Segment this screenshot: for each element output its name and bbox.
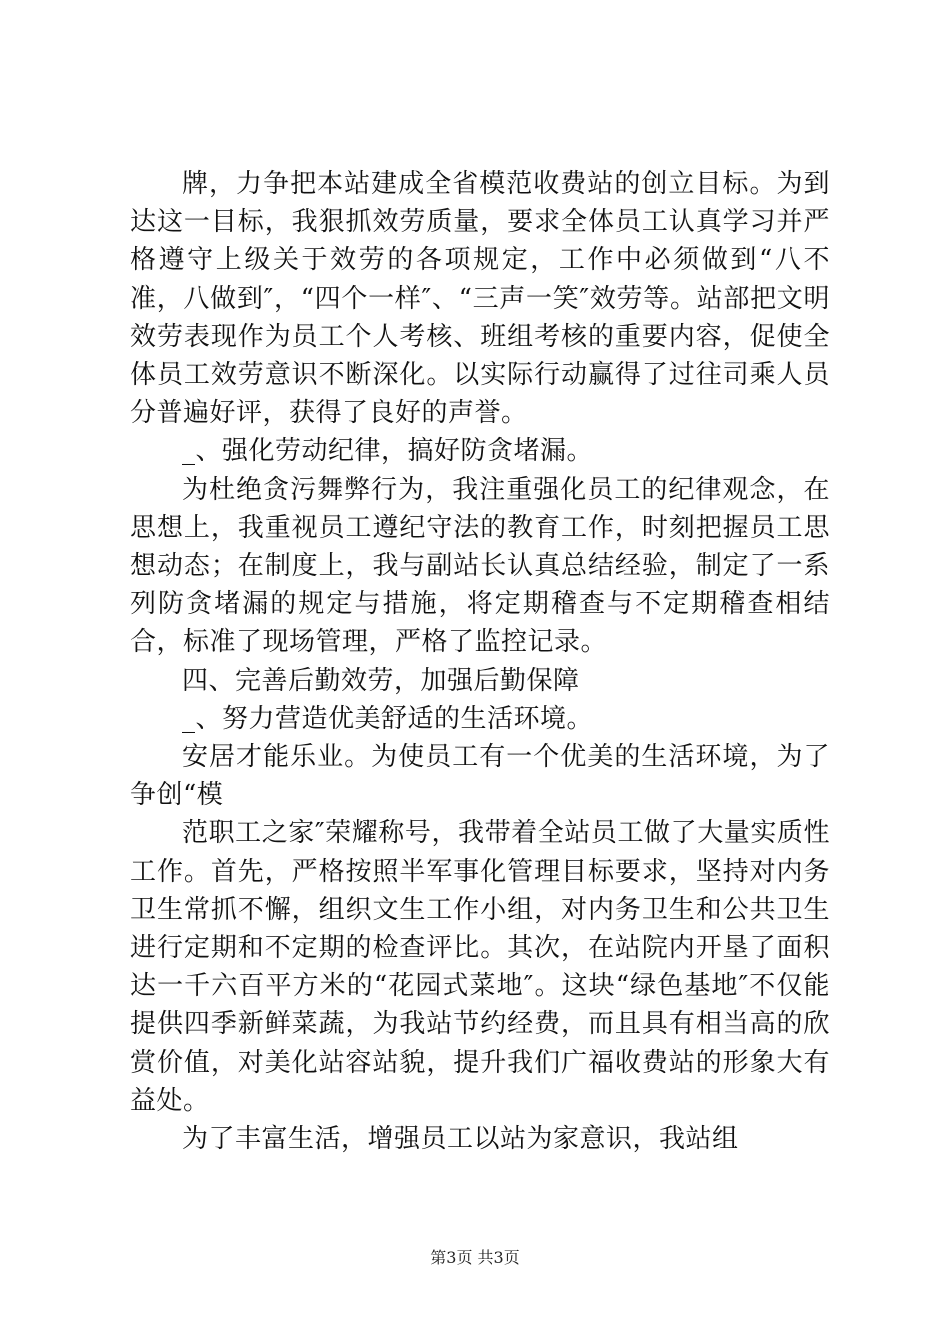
page-footer: 第3页 共3页 [430, 1248, 520, 1267]
paragraph-logistics-heading: 四、完善后勤效劳，加强后勤保障 [182, 665, 580, 696]
paragraph-living-environment: 安居才能乐业。为使员工有一个优美的生活环境，为了争创“模 [130, 742, 830, 811]
paragraph-discipline-heading: _、强化劳动纪律，搞好防贪堵漏。 [182, 436, 594, 467]
paragraph-anti-corruption: 为杜绝贪污舞弊行为，我注重强化员工的纪律观念，在思想上，我重视员工遵纪守法的教育工作，时刻把握员工思想动态；在制度上，我与副站长认真总结经验，制定了一系列防贪堵漏的规定与措施，将定期稽查与不定期稽查相结合，标准了现场管理，严格了监控记录。 [130, 474, 830, 658]
body-text [130, 165, 830, 1158]
paragraph-enrich-life: 为了丰富生活，增强员工以站为家意识，我站组 [182, 1124, 739, 1155]
paragraph-environment-heading: _、努力营造优美舒适的生活环境。 [182, 703, 594, 734]
paragraph-service-quality: 牌，力争把本站建成全省模范收费站的创立目标。为到达这一目标，我狠抓效劳质量，要求全体员工认真学习并严格遵守上级关于效劳的各项规定，工作中必须做到“八不准，八做到″，“四个一样″、“三声一笑″效劳等。站部把文明效劳表现作为员工个人考核、班组考核的重要内容，促使全体员工效劳意识不断深化。以实际行动赢得了过往司乘人员分普遍好评，获得了良好的声誉。 [130, 169, 830, 429]
paragraph-model-home: 范职工之家″荣耀称号，我带着全站员工做了大量实质性工作。首先，严格按照半军事化管理目标要求，坚持对内务卫生常抓不懈，组织文生工作小组，对内务卫生和公共卫生进行定期和不定期的检查评比。其次，在站院内开垦了面积达一千六百平方米的“花园式菜地″。这块“绿色基地″不仅能提供四季新鲜菜蔬，为我站节约经费，而且具有相当高的欣赏价值，对美化站容站貌，提升我们广福收费站的形象大有益处。 [130, 818, 830, 1116]
